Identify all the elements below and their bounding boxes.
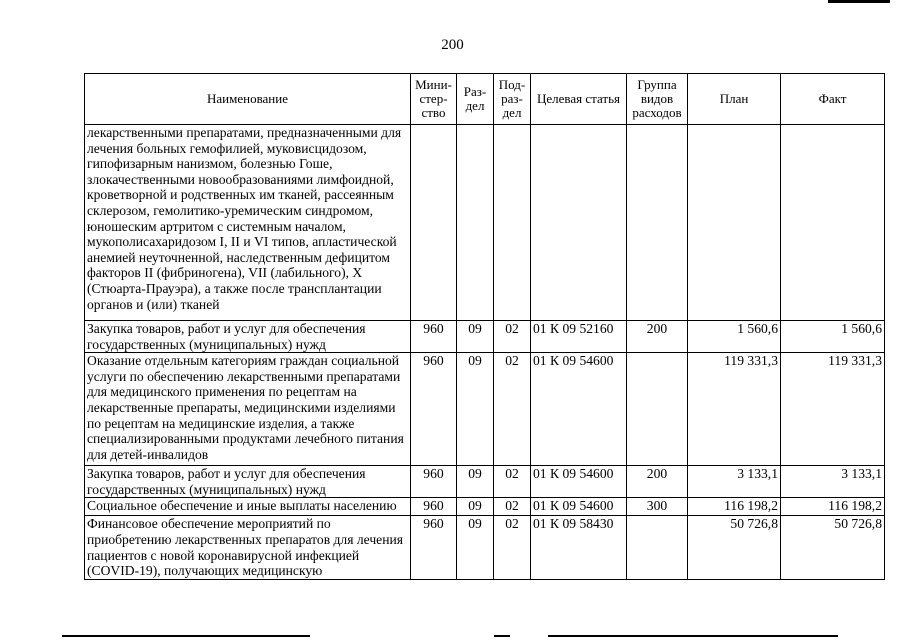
row-fact: 3 133,1	[781, 466, 885, 498]
row-subsection	[494, 125, 531, 321]
row-section: 09	[457, 466, 494, 498]
table-header-row	[85, 74, 885, 125]
row-ministry	[411, 125, 457, 321]
row-target: 01 К 09 54600	[531, 353, 627, 466]
row-ministry: 960	[411, 353, 457, 466]
row-target	[531, 125, 627, 321]
row-plan: 3 133,1	[688, 466, 781, 498]
row-group	[627, 125, 688, 321]
table-row	[85, 321, 885, 353]
row-section: 09	[457, 516, 494, 580]
row-subsection: 02	[494, 353, 531, 466]
row-target: 01 К 09 54600	[531, 498, 627, 516]
row-group	[627, 353, 688, 466]
footer-rule-center	[494, 635, 510, 637]
row-subsection: 02	[494, 321, 531, 353]
row-section: 09	[457, 353, 494, 466]
row-subsection: 02	[494, 466, 531, 498]
row-name: Финансовое обеспечение мероприятий по приобретению лекарственных препаратов для лечения пациентов с новой коронавирусной инфекцией (COVID-19), получающих медицинскую	[85, 516, 411, 580]
row-plan: 116 198,2	[688, 498, 781, 516]
table-row	[85, 353, 885, 466]
row-fact: 116 198,2	[781, 498, 885, 516]
row-target: 01 К 09 54600	[531, 466, 627, 498]
row-name: Социальное обеспечение и иные выплаты населению	[85, 498, 411, 516]
row-fact: 1 560,6	[781, 321, 885, 353]
row-ministry: 960	[411, 516, 457, 580]
row-group: 300	[627, 498, 688, 516]
row-plan: 50 726,8	[688, 516, 781, 580]
header-subsection: Под-раз-дел	[494, 74, 531, 125]
table-row	[85, 125, 885, 321]
footer-rule-right	[548, 635, 838, 637]
header-expense-group: Группа видов расходов	[627, 74, 688, 125]
row-plan	[688, 125, 781, 321]
row-group: 200	[627, 466, 688, 498]
row-name: Закупка товаров, работ и услуг для обеспечения государственных (муниципальных) нужд	[85, 466, 411, 498]
table-row	[85, 466, 885, 498]
row-fact	[781, 125, 885, 321]
row-subsection: 02	[494, 516, 531, 580]
header-ministry: Мини-стер-ство	[411, 74, 457, 125]
row-name: лекарственными препаратами, предназначенными для лечения больных гемофилией, муковисцидозом, гипофизарным нанизмом, болезнью Гоше, злокачественными новообразованиями лимфоидной, кроветворной и родственных им тканей, рассеянным склерозом, гемолитико-уремическим синдромом, юношеским артритом с системным началом, мукополисахаридозом I, II и VI типов, апластической анемией неуточненной, наследственным дефицитом факторов II (фибриногена), VII (лабильного), X (Стюарта-Прауэра), а также после трансплантации органов и (или) тканей	[85, 125, 411, 321]
table-row	[85, 498, 885, 516]
top-edge-mark	[828, 0, 890, 3]
row-subsection: 02	[494, 498, 531, 516]
row-fact: 119 331,3	[781, 353, 885, 466]
row-group: 200	[627, 321, 688, 353]
budget-table	[84, 73, 885, 580]
row-target: 01 К 09 52160	[531, 321, 627, 353]
row-plan: 1 560,6	[688, 321, 781, 353]
header-section: Раз-дел	[457, 74, 494, 125]
row-plan: 119 331,3	[688, 353, 781, 466]
row-ministry: 960	[411, 321, 457, 353]
header-fact: Факт	[781, 74, 885, 125]
row-section: 09	[457, 321, 494, 353]
footer-rule-left	[62, 635, 310, 637]
row-name: Оказание отдельным категориям граждан социальной услуги по обеспечению лекарственными препаратами для медицинского применения по рецептам на лекарственные препараты, медицинскими изделиями по рецептам на медицинские изделия, а также специализированными продуктами лечебного питания для детей-инвалидов	[85, 353, 411, 466]
header-plan: План	[688, 74, 781, 125]
row-target: 01 К 09 58430	[531, 516, 627, 580]
page-number: 200	[441, 37, 464, 53]
header-target: Целевая статья	[531, 74, 627, 125]
header-name: Наименование	[85, 74, 411, 125]
row-group	[627, 516, 688, 580]
row-ministry: 960	[411, 498, 457, 516]
row-fact: 50 726,8	[781, 516, 885, 580]
row-name: Закупка товаров, работ и услуг для обеспечения государственных (муниципальных) нужд	[85, 321, 411, 353]
row-ministry: 960	[411, 466, 457, 498]
table-row	[85, 516, 885, 580]
row-section	[457, 125, 494, 321]
row-section: 09	[457, 498, 494, 516]
